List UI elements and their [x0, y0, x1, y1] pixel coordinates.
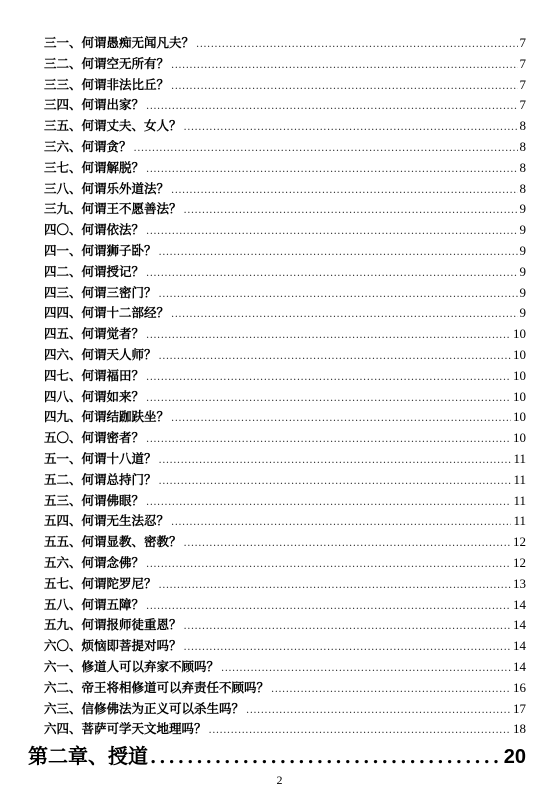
dot-leader — [171, 513, 511, 534]
toc-entry-page: 17 — [513, 700, 526, 716]
toc-entry-page: 8 — [519, 159, 526, 175]
dot-leader — [146, 222, 517, 243]
toc-entry-page: 14 — [513, 596, 526, 612]
toc-entry-title: 五一、何谓十八道？ — [44, 450, 157, 466]
toc-entry-title: 五四、何谓无生法忍？ — [44, 513, 170, 529]
toc-entry-title: 五五、何谓显教、密教？ — [44, 534, 182, 550]
dot-leader — [196, 35, 517, 56]
toc-entry[interactable] — [44, 199, 526, 220]
table-of-contents — [44, 33, 526, 740]
toc-entry-page: 7 — [519, 55, 526, 71]
toc-entry-page: 11 — [513, 450, 526, 466]
toc-entry-page: 11 — [513, 471, 526, 487]
toc-entry[interactable] — [44, 387, 526, 408]
dot-leader — [146, 597, 511, 618]
toc-entry-page: 9 — [519, 201, 526, 217]
toc-entry-title: 五〇、何谓密者？ — [44, 430, 145, 446]
toc-entry-title: 三九、何谓王不愿善法？ — [44, 201, 182, 217]
toc-entry-title: 四八、何谓如来？ — [44, 388, 145, 404]
toc-entry[interactable] — [44, 491, 526, 512]
toc-entry-title: 三五、何谓丈夫、女人？ — [44, 118, 182, 134]
toc-entry-title: 五七、何谓陀罗尼？ — [44, 575, 157, 591]
toc-entry[interactable] — [44, 324, 526, 345]
toc-entry-title: 三六、何谓贪？ — [44, 138, 132, 154]
toc-entry[interactable] — [44, 553, 526, 574]
toc-entry[interactable] — [44, 595, 526, 616]
toc-entry[interactable] — [44, 511, 526, 532]
toc-entry-page: 14 — [513, 617, 526, 633]
toc-entry-page: 9 — [519, 305, 526, 321]
dot-leader — [184, 534, 511, 555]
toc-entry-page: 8 — [519, 180, 526, 196]
toc-entry-page: 10 — [513, 430, 526, 446]
toc-entry-page: 12 — [513, 554, 526, 570]
dot-leader — [184, 118, 518, 139]
dot-leader — [146, 555, 511, 576]
toc-entry-title: 四〇、何谓依法？ — [44, 222, 145, 238]
toc-entry-page: 9 — [519, 222, 526, 238]
toc-entry-page: 18 — [513, 721, 526, 737]
toc-entry-title: 六四、菩萨可学天文地理吗？ — [44, 721, 207, 737]
toc-entry-title: 五三、何谓佛眼？ — [44, 492, 145, 508]
toc-entry-title: 四三、何谓三密门？ — [44, 284, 157, 300]
toc-entry[interactable] — [44, 574, 526, 595]
dot-leader — [246, 701, 511, 722]
chapter-page-number: 20 — [503, 746, 526, 768]
dot-leader — [209, 721, 511, 742]
toc-entry-title: 六二、帝王将相修道可以弃责任不顾吗？ — [44, 679, 270, 695]
toc-entry-title: 五二、何谓总持门？ — [44, 471, 157, 487]
dot-leader — [171, 181, 517, 202]
toc-entry[interactable] — [44, 657, 526, 678]
toc-entry-page: 9 — [519, 284, 526, 300]
toc-entry-page: 11 — [513, 513, 526, 529]
toc-entry[interactable] — [44, 33, 526, 54]
toc-entry-title: 六〇、烦恼即菩提对吗？ — [44, 638, 182, 654]
toc-entry[interactable] — [44, 158, 526, 179]
dot-leader — [146, 430, 511, 451]
toc-entry[interactable] — [44, 699, 526, 720]
toc-entry-title: 六一、修道人可以弃家不顾吗？ — [44, 658, 220, 674]
toc-entry[interactable] — [44, 220, 526, 241]
dot-leader — [171, 56, 517, 77]
dot-leader — [146, 389, 511, 410]
toc-entry-title: 四二、何谓授记？ — [44, 263, 145, 279]
toc-entry-page: 10 — [513, 346, 526, 362]
toc-entry[interactable] — [44, 345, 526, 366]
dot-leader — [184, 617, 511, 638]
toc-entry-title: 四七、何谓福田？ — [44, 367, 145, 383]
toc-entry-page: 7 — [519, 35, 526, 50]
toc-entry-title: 三七、何谓解脱？ — [44, 159, 145, 175]
toc-entry-title: 三一、何谓愚痴无闻凡夫？ — [44, 35, 195, 50]
toc-entry-page: 11 — [513, 492, 526, 508]
toc-entry-page: 10 — [513, 388, 526, 404]
toc-entry-page: 10 — [513, 326, 526, 342]
toc-entry[interactable] — [44, 615, 526, 636]
toc-entry-page: 9 — [519, 242, 526, 258]
dot-leader — [159, 243, 518, 264]
dot-leader — [150, 747, 502, 768]
toc-entry-page: 8 — [519, 138, 526, 154]
dot-leader — [146, 326, 511, 347]
dot-leader — [184, 201, 518, 222]
toc-entry-title: 五六、何谓念佛？ — [44, 554, 145, 570]
dot-leader — [171, 305, 517, 326]
toc-entry[interactable] — [44, 428, 526, 449]
toc-entry-title: 三四、何谓出家？ — [44, 97, 145, 113]
toc-entry-page: 13 — [513, 575, 526, 591]
chapter-title: 第二章、授道 — [28, 744, 148, 768]
dot-leader — [221, 659, 511, 680]
toc-entry[interactable] — [44, 366, 526, 387]
toc-entry-page: 12 — [513, 534, 526, 550]
toc-entry[interactable] — [44, 470, 526, 491]
dot-leader — [171, 409, 511, 430]
dot-leader — [146, 368, 511, 389]
toc-entry-page: 14 — [513, 658, 526, 674]
dot-leader — [184, 638, 511, 659]
toc-entry[interactable] — [44, 636, 526, 657]
dot-leader — [159, 451, 512, 472]
toc-entry[interactable] — [44, 449, 526, 470]
toc-entry[interactable] — [44, 303, 526, 324]
toc-entry[interactable] — [44, 532, 526, 553]
toc-entry[interactable] — [44, 719, 526, 740]
toc-entry-page: 7 — [519, 97, 526, 113]
dot-leader — [271, 680, 511, 701]
dot-leader — [146, 493, 511, 514]
toc-entry-title: 三三、何谓非法比丘？ — [44, 76, 170, 92]
toc-entry[interactable] — [44, 54, 526, 75]
toc-entry-page: 14 — [513, 638, 526, 654]
page-number: 2 — [276, 773, 283, 787]
dot-leader — [146, 160, 517, 181]
dot-leader — [146, 97, 517, 118]
dot-leader — [159, 347, 511, 368]
toc-entry-title: 四四、何谓十二部经？ — [44, 305, 170, 321]
toc-entry-page: 8 — [519, 118, 526, 134]
toc-entry-title: 三八、何谓乐外道法？ — [44, 180, 170, 196]
toc-entry-title: 四五、何谓觉者？ — [44, 326, 145, 342]
toc-entry-title: 五九、何谓报师徒重恩？ — [44, 617, 182, 633]
toc-entry[interactable] — [44, 179, 526, 200]
toc-entry-title: 四九、何谓结跏趺坐？ — [44, 409, 170, 425]
dot-leader — [159, 472, 512, 493]
toc-entry-title: 六三、信修佛法为正义可以杀生吗？ — [44, 700, 245, 716]
toc-entry-title: 五八、何谓五障？ — [44, 596, 145, 612]
toc-entry-page: 16 — [513, 679, 526, 695]
toc-entry[interactable] — [44, 116, 526, 137]
toc-entry-title: 三二、何谓空无所有？ — [44, 55, 170, 71]
toc-entry-title: 四一、何谓狮子卧？ — [44, 242, 157, 258]
toc-entry[interactable] — [44, 137, 526, 158]
toc-entry[interactable] — [44, 241, 526, 262]
dot-leader — [159, 285, 518, 306]
toc-entry[interactable] — [44, 407, 526, 428]
toc-entry-title: 四六、何谓天人师？ — [44, 346, 157, 362]
dot-leader — [146, 264, 517, 285]
toc-entry-page: 10 — [513, 409, 526, 425]
dot-leader — [159, 576, 511, 597]
chapter-heading[interactable] — [28, 740, 526, 768]
toc-entry[interactable] — [44, 678, 526, 699]
toc-entry[interactable] — [44, 283, 526, 304]
dot-leader — [134, 139, 518, 160]
toc-entry-page: 10 — [513, 367, 526, 383]
dot-leader — [171, 77, 517, 98]
toc-entry[interactable] — [44, 75, 526, 96]
toc-entry-page: 7 — [519, 76, 526, 92]
toc-entry[interactable] — [44, 95, 526, 116]
toc-entry[interactable] — [44, 262, 526, 283]
toc-entry-page: 9 — [519, 263, 526, 279]
